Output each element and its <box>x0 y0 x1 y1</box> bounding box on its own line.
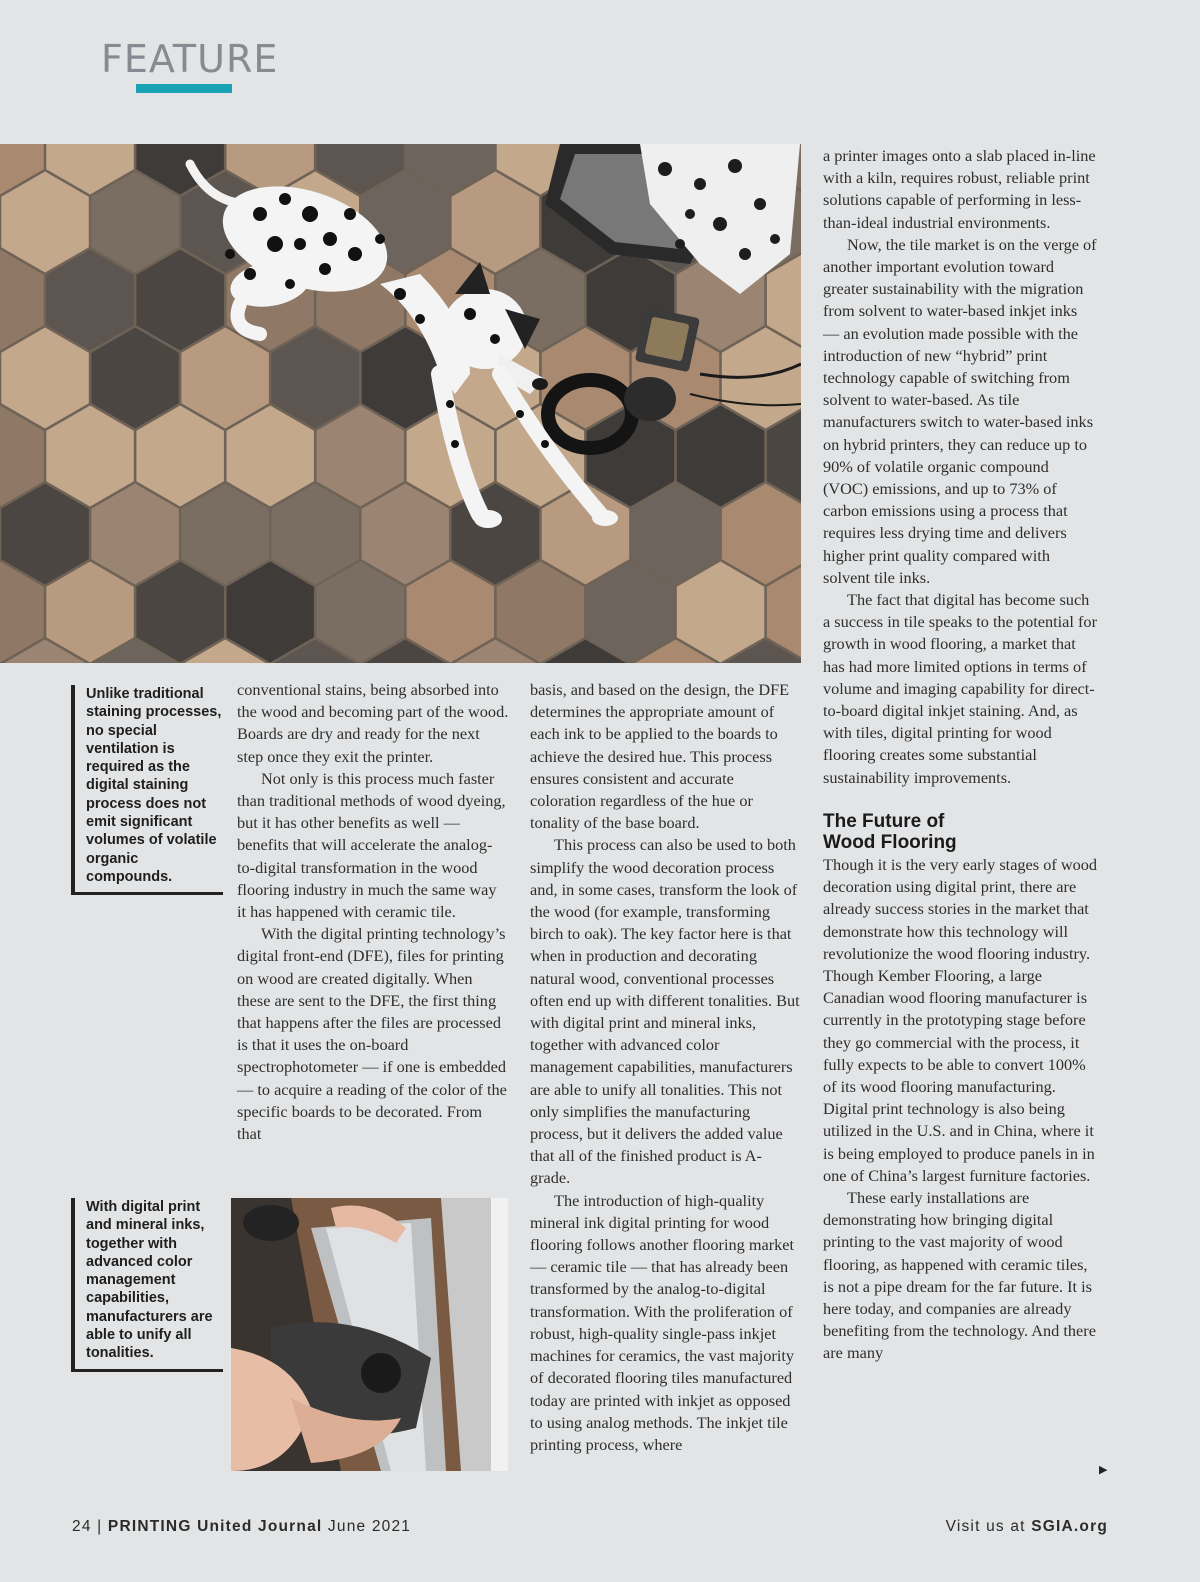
hex-tile <box>1 328 89 429</box>
page-footer <box>72 1518 411 1536</box>
hex-tile <box>136 562 224 663</box>
hex-tile <box>407 562 495 663</box>
website-link[interactable]: SGIA.org <box>1031 1518 1108 1535</box>
hex-tile <box>227 406 314 507</box>
paragraph: Now, the tile market is on the verge of another important evolution toward greater sustainability with the migration from solvent to water-based inkjet inks — an evolution made possible with the introduction of new “hybrid” print technology capable of switching from solvent to water-based. As tile manufacturers switch to water-based inks on hybrid printers, they can reduce up to 90% of volatile organic compound (VOC) emissions, and up to 73% of carbon emissions using a process that requires less drying time and delivers higher print quality compared with solvent tile inks. <box>823 234 1097 587</box>
hex-tile <box>227 562 314 663</box>
hex-tile <box>91 172 178 273</box>
hero-photo <box>0 144 801 663</box>
hex-tile <box>362 484 449 585</box>
hex-tile <box>632 484 719 585</box>
hex-tile <box>136 406 224 507</box>
paragraph: a printer images onto a slab placed in-line with a kiln, requires robust, reliable print solutions capable of performing in less-than-ideal industrial environments. <box>823 146 1096 232</box>
hex-tile <box>46 406 134 507</box>
hex-tile <box>272 328 360 429</box>
hex-tile <box>1 172 89 273</box>
hex-tile <box>46 562 134 663</box>
paragraph: The fact that digital has become such a success in tile speaks to the potential for growth in wood flooring, a market that has had more limited options in terms of volume and imaging capability for direct-to-board digital inkjet staining. And, as with tiles, digital printing for wood flooring creates some substantial sustainability improvements. <box>823 590 1097 787</box>
section-label: FEATURE <box>101 37 279 81</box>
hex-tile <box>272 484 360 585</box>
pull-quote: With digital print and mineral inks, together with advanced color management capabilities, manufacturers are able to unify all tonalities. <box>71 1198 223 1372</box>
visit-text: Visit us at <box>945 1518 1026 1535</box>
footer-separator: | <box>97 1518 103 1535</box>
issue-date: June 2021 <box>327 1518 412 1535</box>
hex-tile <box>181 484 269 585</box>
pillow-shape <box>545 144 800 294</box>
subheading-line: The Future of <box>823 810 945 832</box>
page-number: 24 <box>72 1518 92 1535</box>
hex-tile <box>317 562 405 663</box>
spectrophotometer-photo <box>231 1198 508 1471</box>
hex-tile <box>91 328 178 429</box>
paragraph: The introduction of high-quality mineral ink digital printing for wood flooring follows another flooring market — ceramic tile — that has already been transformed by the analog-to-digital transformation. With the proliferation of robust, high-quality single-pass inkjet machines for ceramics, the vast majority of decorated flooring tiles manufactured today are printed with inkjet as opposed to using analog methods. The inkjet tile printing process, where <box>530 1190 795 1454</box>
paragraph: This process can also be used to both simplify the wood decoration process and, in some cases, transform the look of the wood (for example, transforming birch to oak). The key factor here is that when in production and decorating natural wood, conventional processes often end up with different tonalities. But with digital print and mineral inks, together with advanced color management capabilities, manufacturers are able to unify all tonalities. This not only simplifies the manufacturing process, but it delivers the added value that all of the finished product is A-grade. <box>530 835 800 1188</box>
section-underline <box>136 84 232 93</box>
hex-tile <box>587 562 675 663</box>
article-column-2 <box>530 679 802 1456</box>
continue-arrow-icon: ▶ <box>1099 1463 1108 1476</box>
hex-tile <box>317 406 405 507</box>
hex-tile <box>677 406 765 507</box>
hex-tile <box>46 250 134 351</box>
article-column-3 <box>823 145 1097 1365</box>
paragraph: basis, and based on the design, the DFE determines the appropriate amount of each ink to be applied to the boards to achieve the desired hue. This process ensures consistent and accurate coloration regardless of the hue or tonality of the base board. <box>530 680 790 833</box>
paragraph: These early installations are demonstrating how bringing digital printing to the vast majority of wood flooring, as happened with ceramic tiles, is not a pipe dream for the far future. It is here today, and companies are already benefiting from the technology. And there are many <box>823 1187 1096 1363</box>
paragraph: conventional stains, being absorbed into the wood and becoming part of the wood. Boards are dry and ready for the next step once they exit the printer. <box>237 680 509 766</box>
pull-quote: Unlike traditional staining processes, no special ventilation is required as the digital staining process does not emit significant volumes of volatile organic compounds. <box>71 685 223 895</box>
hex-tile <box>452 172 539 273</box>
subheading-line: Wood Flooring <box>823 831 957 853</box>
footer-website <box>946 1518 1108 1536</box>
hex-floor-illustration <box>0 144 801 663</box>
spectrophotometer-illustration <box>231 1198 508 1471</box>
article-column-1 <box>237 679 509 1145</box>
section-subheading <box>823 811 1097 853</box>
journal-name: PRINTING United Journal <box>107 1518 323 1535</box>
hex-tile <box>91 484 178 585</box>
hex-tile <box>1 484 89 585</box>
hex-tile <box>497 562 584 663</box>
hex-tile <box>136 250 224 351</box>
paragraph: Though it is the very early stages of wood decoration using digital print, there are already success stories in the market that demonstrate how this technology will revolutionize the wood flooring industry. Though Kember Flooring, a large Canadian wood flooring manufacturer is currently in the prototyping stage before they go commercial with the process, it fully expects to be able to convert 100% of its wood flooring manufacturing. Digital print technology is also being utilized in the U.S. and in China, where it is being employed to produce panels in in one of China’s largest furniture factories. <box>823 854 1098 1185</box>
hex-tile <box>677 562 765 663</box>
hex-tile <box>181 328 269 429</box>
paragraph: Not only is this process much faster than traditional methods of wood dyeing, but it has other benefits as well — benefits that will accelerate the analog-to-digital transformation in the wood flooring industry in much the same way it has happened with ceramic tile. <box>237 768 506 922</box>
paragraph: With the digital printing technology’s digital front-end (DFE), files for printing on wood are created digitally. When these are sent to the DFE, the first thing that happens after the files are processed is that it uses the on-board spectrophotometer — if one is embedded — to acquire a reading of the color of the specific boards to be decorated. From that <box>237 924 507 1144</box>
